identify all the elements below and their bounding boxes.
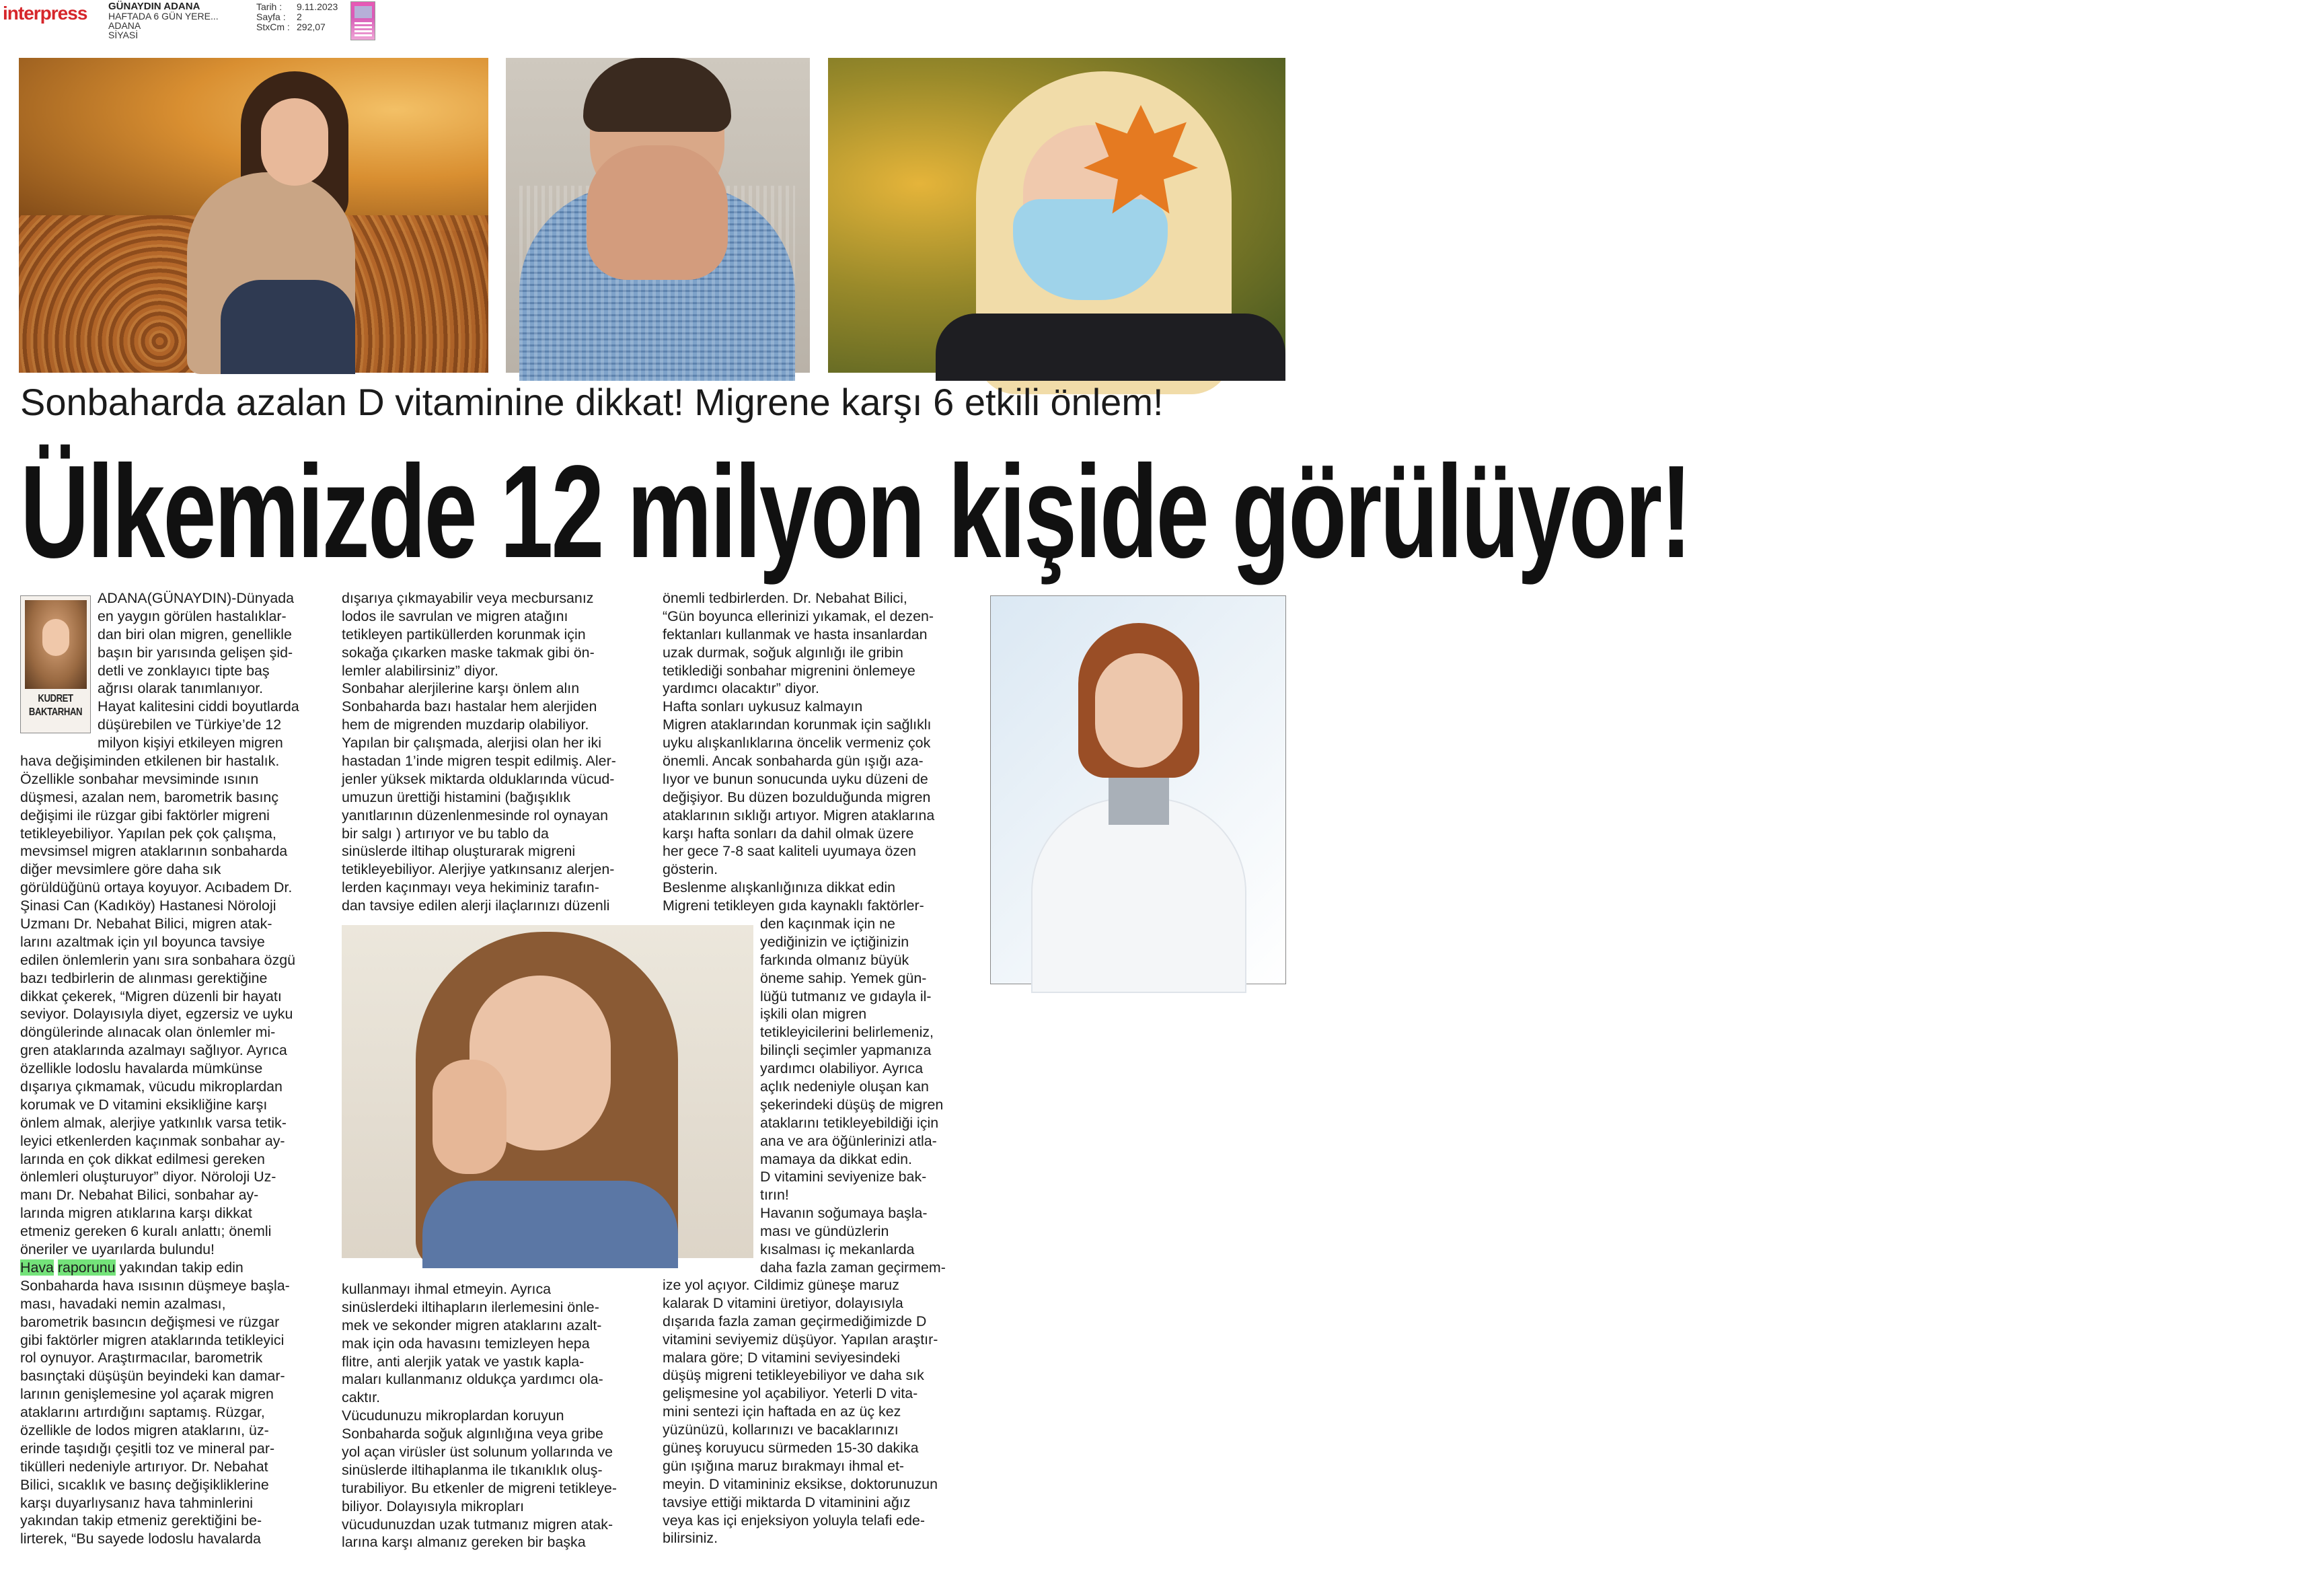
photo-girl-migraine xyxy=(342,925,753,1258)
text-line: mini sentezi için haftada en az üç kez xyxy=(663,1403,901,1420)
text-line: sinüslerde iltihaplanma ile tıkanıklık oluş- xyxy=(342,1461,603,1478)
text-line: yüzünüzü, kollarınızı ve bacaklarınızı xyxy=(663,1422,899,1438)
author-last-name: BAKTARHAN xyxy=(28,706,83,718)
text-line: önlemleri oluşturuyor” diyor. Nöroloji Uz- xyxy=(20,1169,276,1185)
text-line: Sonbahar alerjilerine karşı önlem alın xyxy=(342,680,580,697)
photo-woman-mask-leaf xyxy=(828,58,1285,373)
text-line: gelişmesine yol açabiliyor. Yeterli D vita- xyxy=(663,1385,918,1402)
date-value: 9.11.2023 xyxy=(297,1,338,12)
text-line: gren ataklarında azalmayı sağlıyor. Ayrıca xyxy=(20,1042,287,1059)
text-line: edilen önlemlerin yanı sıra sonbahara özgü xyxy=(20,951,296,968)
text-line: lıyor ve bunun sonucunda uyku düzeni de xyxy=(663,770,928,787)
text-line: düşüş migreni tetikleyebiliyor ve daha sık xyxy=(663,1367,924,1384)
text-line: ataklarının sıklığı artıyor. Migren ataklarına xyxy=(663,807,935,823)
column-1-part-a xyxy=(20,752,295,1259)
text-line: seviyor. Dolayısıyla diyet, egzersiz ve uyku xyxy=(20,1006,293,1023)
text-line: korumak ve D vitamini eksikliğine karşı xyxy=(20,1096,268,1113)
column-1-part-b xyxy=(20,1277,295,1548)
text-line: kullanmayı ihmal etmeyin. Ayrıca xyxy=(342,1281,552,1297)
text-line: değişimi ile rüzgar gibi faktörler migreni xyxy=(20,807,270,823)
text-line: erinde taşıdığı çeşitli toz ve mineral par- xyxy=(20,1440,275,1457)
text-line: hem de migrenden muzdarip olabiliyor. xyxy=(342,717,589,733)
text-line: dikkat çekerek, “Migren düzenli bir hayatı xyxy=(20,988,282,1004)
text-line: sinüslerde iltihap oluşturarak migreni xyxy=(342,843,576,860)
text-line: dışarıya çıkmayabilir veya mecbursanız xyxy=(342,590,594,606)
text-line: önemli. Ancak sonbaharda gün ışığı aza- xyxy=(663,753,924,770)
text-line: maları kullanmanız oldukça yardımcı ola- xyxy=(342,1371,603,1388)
author-name xyxy=(27,692,83,719)
text-line: biliyor. Dolayısıyla mikropları xyxy=(342,1498,525,1514)
stxcm-value: 292,07 xyxy=(297,22,326,32)
text-line: dan biri olan migren, genellikle xyxy=(98,626,292,643)
date-label: Tarih : xyxy=(256,1,283,12)
text-line: Sonbaharda soğuk algınlığına veya gribe xyxy=(342,1426,603,1442)
column-3-bottom xyxy=(663,1276,938,1547)
text-line: işkili olan migren xyxy=(760,1006,867,1023)
page-value: 2 xyxy=(297,11,302,22)
headline-text: Ülkemizde 12 milyon kişide görülüyor! xyxy=(20,438,1690,585)
text-line: tetiklediği sonbahar migrenini önlemeye xyxy=(663,662,915,679)
text-line: farkında olmanız büyük xyxy=(760,951,909,968)
text-line: önlem almak, alerjiye yatkınlık varsa tetik- xyxy=(20,1114,287,1131)
text-line: Hayat kalitesini ciddi boyutlarda xyxy=(98,698,299,715)
text-line: görüldüğünü ortaya koyuyor. Acıbadem Dr. xyxy=(20,879,293,896)
text-line: bir salgı ) artırıyor ve bu tablo da xyxy=(342,825,549,842)
text-line: Vücudunuzu mikroplardan koruyun xyxy=(342,1407,564,1424)
text-line: tetikleyicilerini belirlemeniz, xyxy=(760,1024,934,1041)
text-line: yardımcı olabiliyor. Ayrıca xyxy=(760,1060,924,1077)
text-line: döngülerinde alınacak olan önlemler mi- xyxy=(20,1024,276,1041)
text-line: detli ve zonklayıcı tipte baş xyxy=(98,662,270,679)
publication-section: SİYASİ xyxy=(108,30,139,40)
text-line: umuzun ürettiği histamini (bağışıklık xyxy=(342,788,571,805)
photo-doctor xyxy=(990,595,1286,984)
text-line: düşürebilen ve Türkiye’de 12 xyxy=(98,717,282,733)
author-box xyxy=(20,595,91,733)
text-line: kalarak D vitamini üretiyor, dolayısıyla xyxy=(663,1294,903,1311)
text-line: manı Dr. Nebahat Bilici, sonbahar ay- xyxy=(20,1187,259,1204)
text-line: Sonbaharda hava ısısının düşmeye başla- xyxy=(20,1277,290,1294)
publication-meta xyxy=(108,2,219,40)
text-line: D vitamini seviyenize bak- xyxy=(760,1169,927,1185)
text-line: hastadan 1’inde migren tespit edilmiş. Aler- xyxy=(342,753,616,770)
text-line: bazı tedbirlerin de alınması gerektiğine xyxy=(20,969,268,986)
text-line: değişiyor. Bu düzen bozulduğunda migren xyxy=(663,788,931,805)
text-line: açlık nedeniyle oluşan kan xyxy=(760,1078,929,1095)
page-thumbnail[interactable] xyxy=(350,1,375,40)
text-line: veya kas içi enjeksiyon yoluyla telafi ede- xyxy=(663,1512,925,1529)
text-line: dışarıya çıkmamak, vücudu mikroplardan xyxy=(20,1078,283,1095)
stxcm-label: StxCm : xyxy=(256,22,290,32)
publication-name: GÜNAYDIN ADANA xyxy=(108,1,200,12)
publication-city: ADANA xyxy=(108,20,141,31)
column-2-bottom xyxy=(342,1280,617,1551)
text-line: fektanları kullanmak ve hasta insanlardan xyxy=(663,626,928,643)
text-line: lüğü tutmanız ve gıdayla il- xyxy=(760,988,932,1004)
text-line: tikülleri nedeniyle artırıyor. Dr. Nebahat xyxy=(20,1458,268,1475)
text-line: rol oynuyor. Araştırmacılar, barometrik xyxy=(20,1350,263,1366)
text-line: jenler yüksek miktarda olduklarında vücud- xyxy=(342,770,615,787)
text-line: düşmesi, azalan nem, barometrik basınç xyxy=(20,788,279,805)
subheading-hava-raporu xyxy=(20,1259,295,1277)
text-line: mak için oda havasını temizleyen hepa xyxy=(342,1335,590,1352)
text-line: barometrik basıncın değişmesi ve rüzgar xyxy=(20,1313,280,1330)
text-line: flitre, anti alerjik yatak ve yastık kapla- xyxy=(342,1353,585,1370)
text-line: lemler alabilirsiniz” diyor. xyxy=(342,662,498,679)
text-line: öneme sahip. Yemek gün- xyxy=(760,969,927,986)
text-line: Yapılan bir çalışmada, alerjisi olan her iki xyxy=(342,735,602,751)
text-line: Hafta sonları uykusuz kalmayın xyxy=(663,698,863,715)
highlight-raporunu: raporunu xyxy=(57,1259,116,1276)
text-line: şekerindeki düşüş de migren xyxy=(760,1096,944,1113)
article-headline xyxy=(20,434,1690,590)
text-line: kısalması iç mekanlarda xyxy=(760,1241,915,1258)
column-1-body xyxy=(20,752,295,1548)
text-line: Özellikle sonbahar mevsiminde ısının xyxy=(20,770,259,787)
text-line: yardımcı olacaktır” diyor. xyxy=(663,680,819,697)
page-label: Sayfa : xyxy=(256,11,286,22)
clipping-meta xyxy=(256,2,338,32)
text-line: gibi faktörler migren ataklarında tetikleyici xyxy=(20,1331,285,1348)
publication-frequency: HAFTADA 6 GÜN YERE... xyxy=(108,11,219,22)
text-line: mamaya da dikkat edin. xyxy=(760,1150,912,1167)
text-line: Sonbaharda bazı hastalar hem alerjiden xyxy=(342,698,597,715)
author-photo xyxy=(25,600,87,689)
text-line: karşı hafta sonları da dahil olmak üzere xyxy=(663,825,914,842)
text-line: bilirsiniz. xyxy=(663,1530,718,1547)
text-line: gösterin. xyxy=(663,861,718,878)
text-line: gün ışığına maruz bırakmayı ihmal et- xyxy=(663,1457,905,1474)
text-line: diğer mevsimlere göre daha sık xyxy=(20,861,221,878)
text-line: milyon kişiyi etkileyen migren xyxy=(98,735,283,751)
interpress-logo: interpress xyxy=(3,3,87,24)
subheading-rest: yakından takip edin xyxy=(115,1259,243,1276)
text-line: mek ve sekonder migren ataklarını azalt- xyxy=(342,1317,602,1333)
text-line: lerden kaçınmayı veya hekiminiz tarafın- xyxy=(342,879,599,896)
text-line: öneriler ve uyarılarda bulundu! xyxy=(20,1241,215,1258)
text-line: ataklarını tetikleyebildiği için xyxy=(760,1114,939,1131)
text-line: karşı duyarlıysanız hava tahminlerini xyxy=(20,1494,253,1511)
text-line: hava değişiminden etkilenen bir hastalık. xyxy=(20,753,280,769)
column-2-top xyxy=(342,589,616,915)
text-line: yol açan virüsler üst solunum yollarında ve xyxy=(342,1444,613,1461)
text-line: sinüslerdeki iltihapların ilerlemesini önle- xyxy=(342,1298,599,1315)
text-line: güneş koruyucu sürmeden 15-30 dakika xyxy=(663,1440,919,1457)
text-line: özellikle lodoslu havalarda mümkünse xyxy=(20,1060,263,1077)
text-line: Migreni tetikleyen gıda kaynaklı faktörler- xyxy=(663,897,924,914)
text-line: vitamini seviyemiz düşüyor. Yapılan araştır- xyxy=(663,1331,938,1348)
text-line: dan tavsiye edilen alerji ilaçlarınızı düzenli xyxy=(342,897,610,914)
text-line: larında migren atıklarına karşı dikkat xyxy=(20,1205,252,1222)
text-line: ADANA(GÜNAYDIN)-Dünyada xyxy=(98,590,295,606)
text-line: sokağa çıkarken maske takmak gibi ön- xyxy=(342,644,595,661)
text-line: caktır. xyxy=(342,1389,381,1406)
text-line: ağrısı olarak tanımlanıyor. xyxy=(98,680,264,697)
text-line: larının genişlemesine yol açarak migren xyxy=(20,1386,274,1403)
text-line: leyici etkenlerden kaçınmak sonbahar ay- xyxy=(20,1132,285,1149)
text-line: tırın! xyxy=(760,1187,789,1204)
text-line: lodos ile savrulan ve migren atağını xyxy=(342,608,568,624)
text-line: önemli tedbirlerden. Dr. Nebahat Bilici, xyxy=(663,590,907,606)
article-spot: Sonbaharda azalan D vitaminine dikkat! Migrene karşı 6 etkili önlem! xyxy=(20,381,1164,423)
text-line: tetikleyebiliyor. Alerjiye yatkınsanız alerjen- xyxy=(342,861,615,878)
author-first-name: KUDRET xyxy=(38,693,73,704)
text-line: ması ve gündüzlerin xyxy=(760,1223,889,1240)
text-line: tavsiye ettiği miktarda D vitaminini ağız xyxy=(663,1494,911,1510)
text-line: uyku alışkanlıklarına öncelik vermeniz çok xyxy=(663,735,931,751)
text-line: daha fazla zaman geçirmem- xyxy=(760,1259,946,1276)
text-line: ması, havadaki nemin azalması, xyxy=(20,1295,226,1312)
text-line: ana ve ara öğünlerinizi atla- xyxy=(760,1132,937,1149)
text-line: Bilici, sıcaklık ve basınç değişikliklerine xyxy=(20,1476,269,1493)
text-line: Havanın soğumaya başla- xyxy=(760,1205,928,1222)
column-3-middle xyxy=(760,915,946,1277)
photo-man-headache xyxy=(506,58,810,373)
text-line: lirterek, “Bu sayede lodoslu havalarda xyxy=(20,1531,261,1547)
text-line: Beslenme alışkanlığınıza dikkat edin xyxy=(663,879,896,896)
text-line: “Gün boyunca ellerinizi yıkamak, el dezen- xyxy=(663,608,934,624)
text-line: yakından takip etmeniz gerektiğini be- xyxy=(20,1512,262,1529)
text-line: den kaçınmak için ne xyxy=(760,916,895,932)
text-line: meyin. D vitamininiz eksikse, doktorunuzun xyxy=(663,1475,938,1492)
text-line: turabiliyor. Bu etkenler de migreni tetikleye- xyxy=(342,1479,617,1496)
text-line: ize yol açıyor. Cildimiz güneşe maruz xyxy=(663,1277,899,1293)
text-line: vücudunuzdan uzak tutmanız migren atak- xyxy=(342,1516,613,1533)
text-line: etmeniz gereken 6 kuralı anlattı; önemli xyxy=(20,1223,272,1240)
text-line: tetikleyebiliyor. Yapılan pek çok çalışma, xyxy=(20,825,276,842)
text-line: Şinasi Can (Kadıköy) Hastanesi Nöroloji xyxy=(20,897,276,914)
text-line: uzak durmak, soğuk algınlığı ile gribin xyxy=(663,644,903,661)
text-line: özellikle de lodos migren ataklarını, üz- xyxy=(20,1422,269,1438)
text-line: larında en çok dikkat edilmesi gereken xyxy=(20,1150,265,1167)
text-line: tetikleyen partiküllerden korunmak için xyxy=(342,626,586,643)
text-line: başın bir yarısında gelişen şid- xyxy=(98,644,293,661)
clipping-header xyxy=(0,0,1303,44)
text-line: en yaygın görülen hastalıklar- xyxy=(98,608,287,624)
text-line: malara göre; D vitamini seviyesindeki xyxy=(663,1349,901,1366)
text-line: larına karşı almanız gereken bir başka xyxy=(342,1534,586,1551)
highlight-hava: Hava xyxy=(20,1259,54,1276)
text-line: her gece 7-8 saat kaliteli uyumaya özen xyxy=(663,843,916,860)
text-line: mevsimsel migren ataklarının sonbaharda xyxy=(20,843,288,860)
column-3-top xyxy=(663,589,934,915)
text-line: bilinçli seçimler yapmanıza xyxy=(760,1042,932,1059)
text-line: Migren ataklarından korunmak için sağlıklı xyxy=(663,717,932,733)
text-line: yanıtlarının düzenlenmesinde rol oynayan xyxy=(342,807,608,823)
text-line: dışarıda fazla zaman geçirmediğimizde D xyxy=(663,1313,927,1329)
column-1-intro xyxy=(98,589,299,752)
text-line: yediğinizin ve içtiğinizin xyxy=(760,933,909,950)
text-line: larını azaltmak için yıl boyunca tavsiye xyxy=(20,933,265,950)
text-line: ataklarını artırdığını saptamış. Rüzgar, xyxy=(20,1404,265,1421)
text-line: basınçtaki düşüşün beyindeki kan damar- xyxy=(20,1368,285,1385)
text-line: Uzmanı Dr. Nebahat Bilici, migren atak- xyxy=(20,916,272,932)
photo-woman-autumn xyxy=(19,58,488,373)
